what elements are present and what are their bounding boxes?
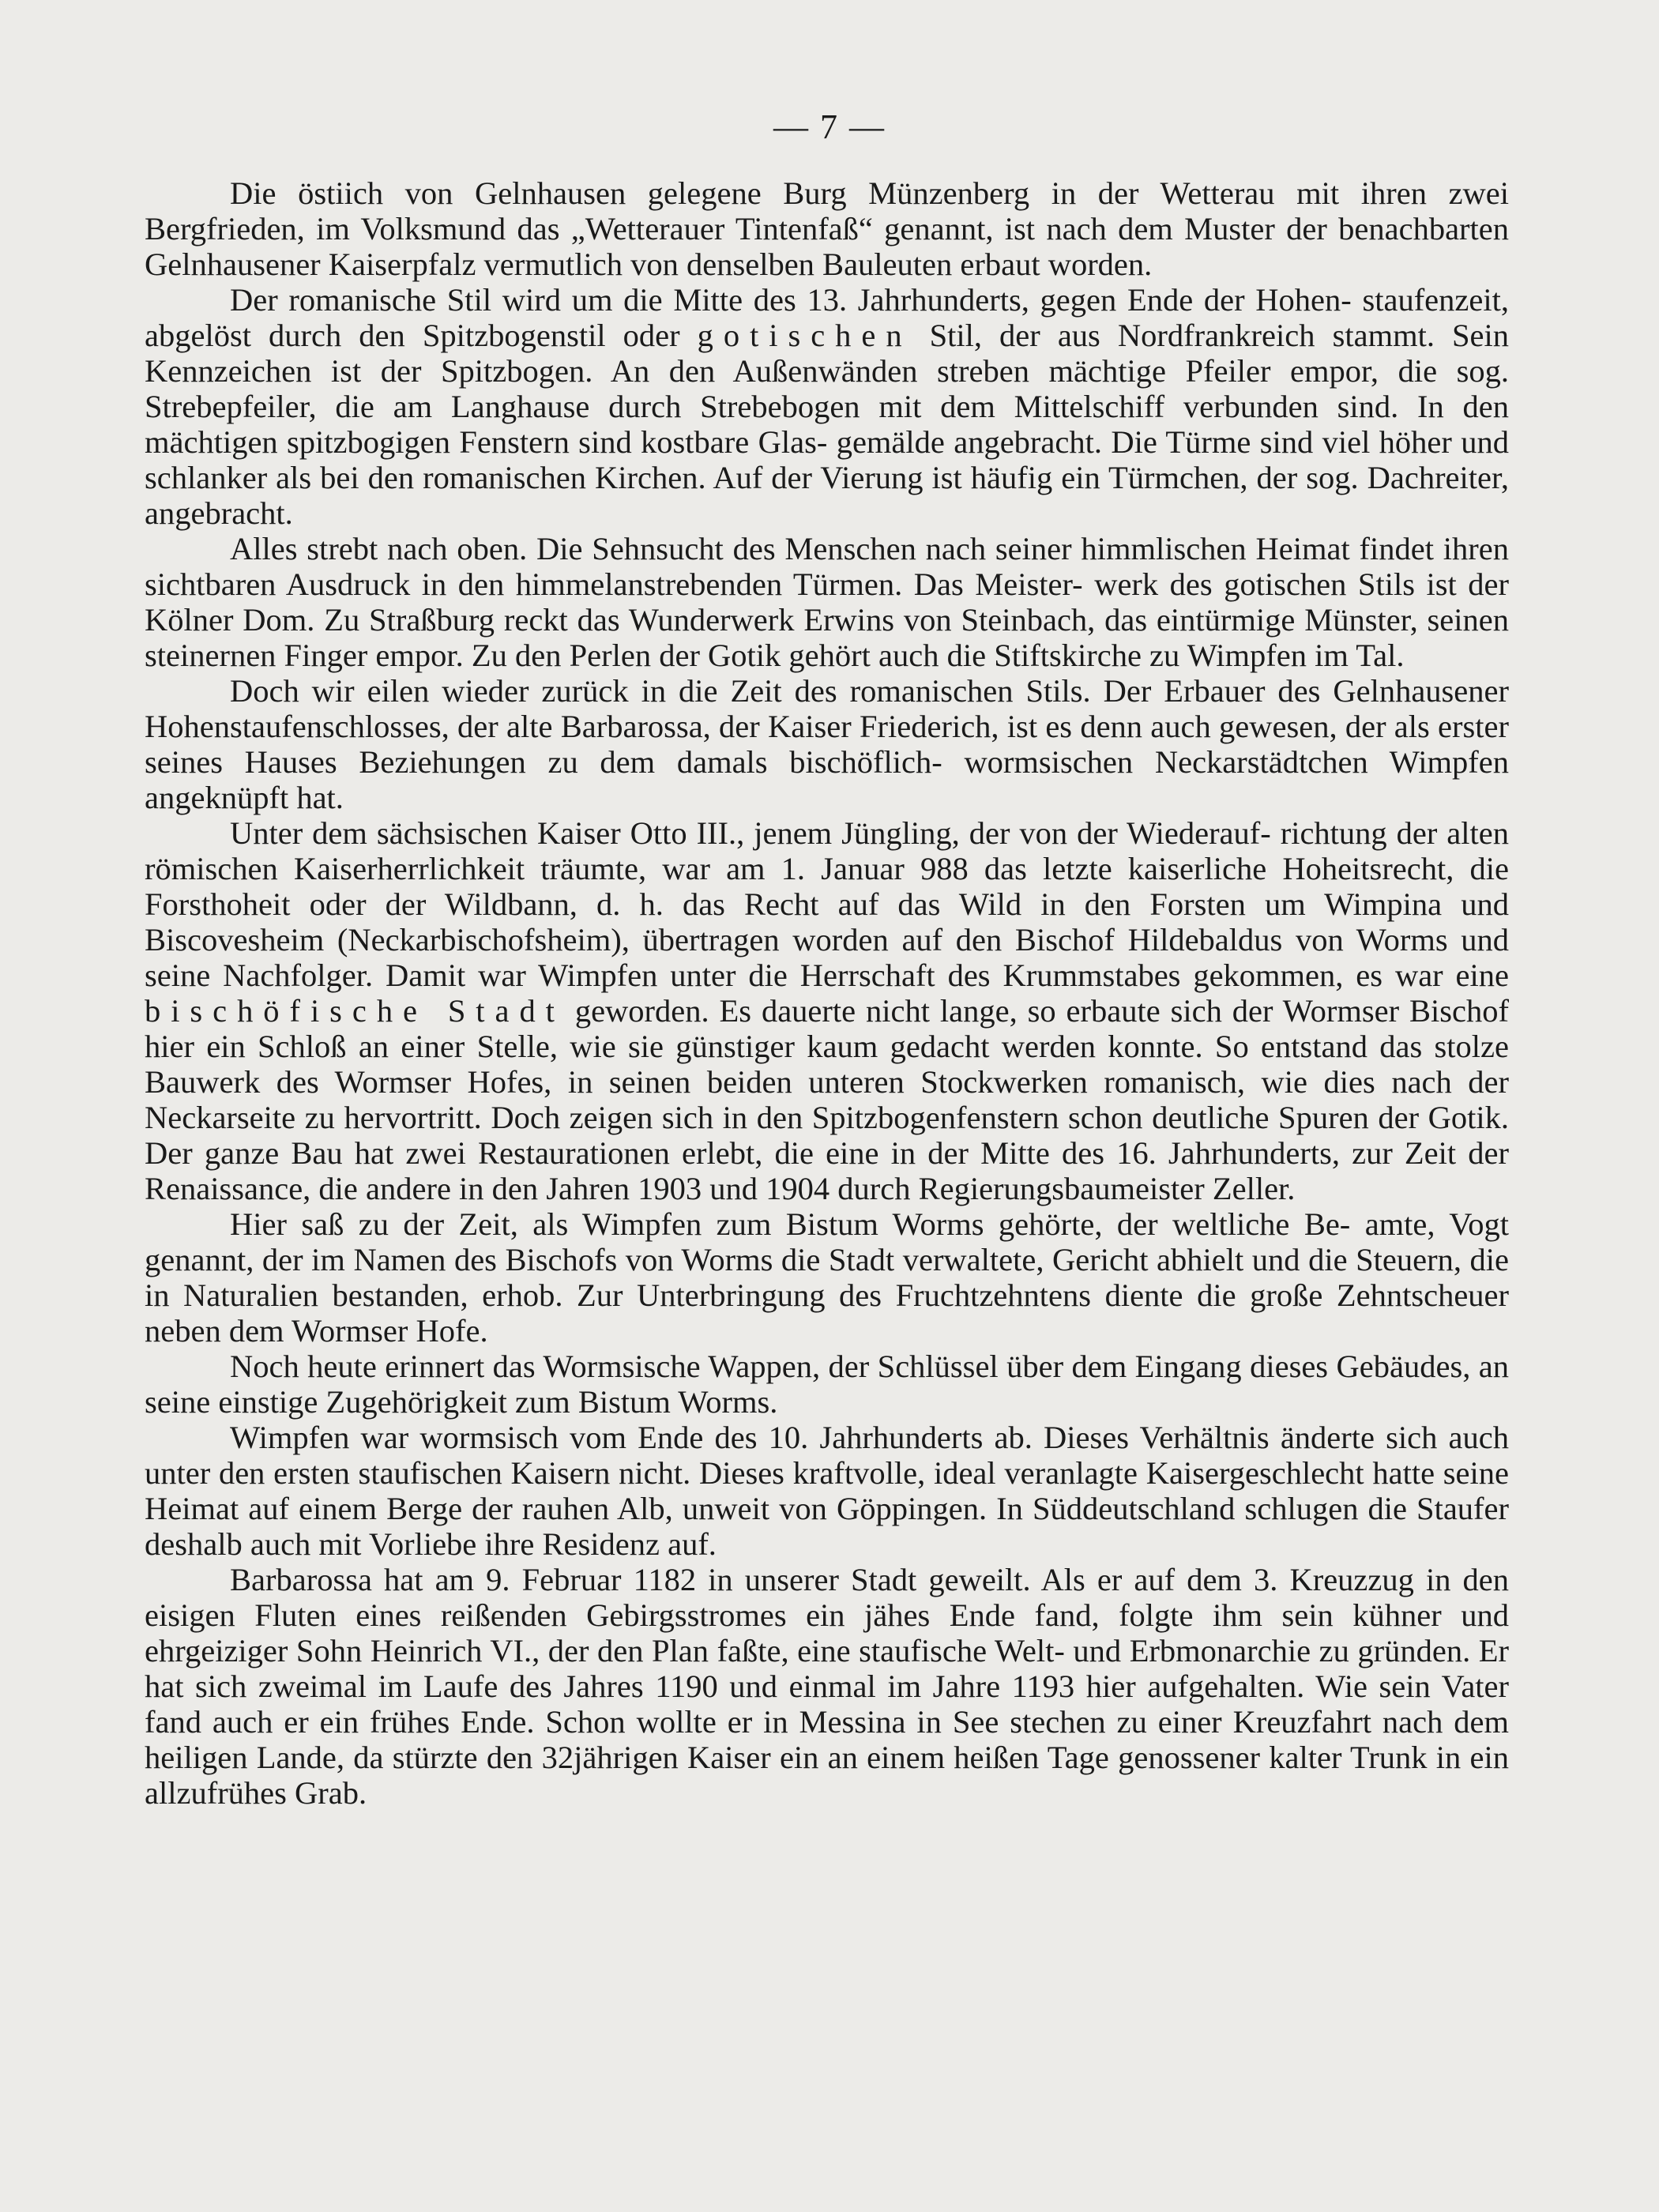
- spaced-emphasis: bischöfische Stadt: [145, 993, 565, 1029]
- paragraph-heinrich-vi: Barbarossa hat am 9. Februar 1182 in unserer Stadt geweilt. Als er auf dem 3. Kreuzzug in den eisigen Fluten eines reißenden Gebirgsstromes ein jähes Ende fand, folgte ihm sein kühner und ehrgeiziger Sohn Heinrich VI., der den Plan faßte, eine staufische Welt- und Erbmonarchie zu gründen. Er hat sich zweimal im Laufe des Jahres 1190 und einmal im Jahre 1193 hier aufgehalten. Wie sein Vater fand auch er ein frühes Ende. Schon wollte er in Messina in See stechen zu einer Kreuzfahrt nach dem heiligen Lande, da stürzte den 32jährigen Kaiser ein an einem heißen Tage genossener kalter Trunk in ein allzufrühes Grab.: [145, 1562, 1510, 1811]
- spaced-emphasis: gotischen: [697, 318, 912, 353]
- paragraph-staufer: Wimpfen war wormsisch vom Ende des 10. Jahrhunderts ab. Dieses Verhältnis änderte sich auch unter den ersten staufischen Kaisern nicht. Dieses kraftvolle, ideal veranlagte Kaisergeschlecht hatte seine Heimat auf einem Berge der rauhen Alb, unweit von Göppingen. In Süddeutschland schlugen die Staufer deshalb auch mit Vorliebe ihre Residenz auf.: [145, 1420, 1510, 1562]
- paragraph-muenzenberg: Die östiich von Gelnhausen gelegene Burg Münzenberg in der Wetterau mit ihren zwei Bergfrieden, im Volksmund das „Wetterauer Tintenfaß“ genannt, ist nach dem Muster der benachbarten Gelnhausener Kaiserpfalz vermutlich von denselben Bauleuten erbaut worden.: [145, 175, 1510, 282]
- paragraph-upward-striving: Alles strebt nach oben. Die Sehnsucht des Menschen nach seiner himmlischen Heimat findet ihren sichtbaren Ausdruck in den himmelanstrebenden Türmen. Das Meister- werk des gotischen Stils ist der Kölner Dom. Zu Straßburg reckt das Wunderwerk Erwins von Steinbach, das eintürmige Münster, seinen steinernen Finger empor. Zu den Perlen der Gotik gehört auch die Stiftskirche zu Wimpfen im Tal.: [145, 531, 1510, 673]
- body-text: [145, 175, 1509, 1811]
- paragraph-wappen: Noch heute erinnert das Wormsische Wappen, der Schlüssel über dem Eingang dieses Gebäudes, an seine einstige Zugehörigkeit zum Bistum Worms.: [145, 1349, 1509, 1420]
- page-number: — 7 —: [773, 107, 886, 146]
- paragraph-gothic-style: Der romanische Stil wird um die Mitte des 13. Jahrhunderts, gegen Ende der Hohen- staufenzeit, abgelöst durch den Spitzbogenstil oder gotischen Stil, der aus Nordfrankreich stammt. Sein Kennzeichen ist der Spitzbogen. An den Außenwänden streben mächtige Pfeiler empor, die sog. Strebepfeiler, die am Langhause durch Strebebogen mit dem Mittelschiff verbunden sind. In den mächtigen spitzbogigen Fenstern sind kostbare Glas- gemälde angebracht. Die Türme sind viel höher und schlanker als bei den romanischen Kirchen. Auf der Vierung ist häufig ein Türmchen, der sog. Dachreiter, angebracht.: [145, 282, 1510, 531]
- paragraph-vogt: Hier saß zu der Zeit, als Wimpfen zum Bistum Worms gehörte, der weltliche Be- amte, Vogt genannt, der im Namen des Bischofs von Worms die Stadt verwaltete, Gericht abhielt und die Steuern, die in Naturalien bestanden, erhob. Zur Unterbringung des Fruchtzehntens diente die große Zehntscheuer neben dem Wormser Hofe.: [145, 1206, 1510, 1349]
- paragraph-barbarossa-wimpfen: Doch wir eilen wieder zurück in die Zeit des romanischen Stils. Der Erbauer des Gelnhausener Hohenstaufenschlosses, der alte Barbarossa, der Kaiser Friederich, ist es denn auch gewesen, der als erster seines Hauses Beziehungen zu dem damals bischöflich- wormsischen Neckarstädtchen Wimpfen angeknüpft hat.: [145, 673, 1510, 815]
- paragraph-otto-wormser-hof: Unter dem sächsischen Kaiser Otto III., jenem Jüngling, der von der Wiederauf- richtung der alten römischen Kaiserherrlichkeit träumte, war am 1. Januar 988 das letzte kaiserliche Hoheitsrecht, die Forsthoheit oder der Wildbann, d. h. das Recht auf das Wild in den Forsten um Wimpina und Biscovesheim (Neckarbischofsheim), übertragen worden auf den Bischof Hildebaldus von Worms und seine Nachfolger. Damit war Wimpfen unter die Herrschaft des Krummstabes gekommen, es war eine bischöfische Stadt geworden. Es dauerte nicht lange, so erbaute sich der Wormser Bischof hier ein Schloß an einer Stelle, wie sie günstiger kaum gedacht werden konnte. So entstand das stolze Bauwerk des Wormser Hofes, in seinen beiden unteren Stockwerken romanisch, wie dies nach der Neckarseite zu hervortritt. Doch zeigen sich in den Spitzbogenfenstern schon deutliche Spuren der Gotik. Der ganze Bau hat zwei Restaurationen erlebt, die eine in der Mitte des 16. Jahrhunderts, zur Zeit der Renaissance, die andere in den Jahren 1903 und 1904 durch Regierungsbaumeister Zeller.: [145, 815, 1510, 1206]
